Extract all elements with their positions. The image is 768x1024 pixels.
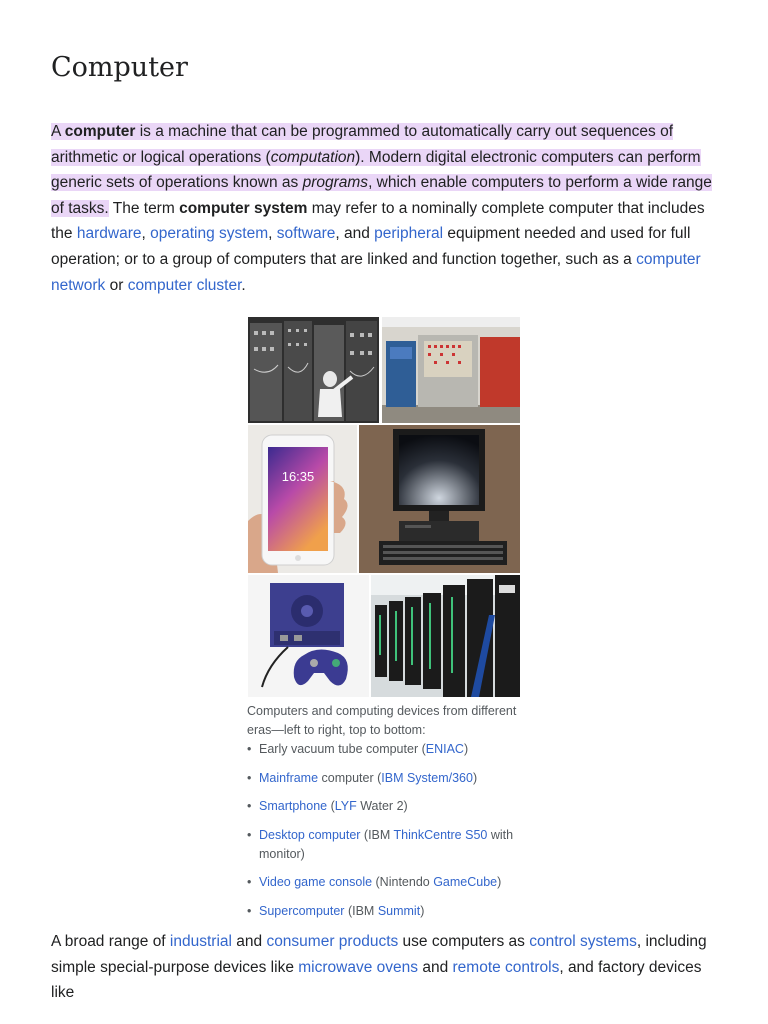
list-item	[247, 769, 522, 788]
bold-term-computer: computer	[64, 123, 136, 140]
link-control-systems[interactable]: control systems	[529, 933, 637, 950]
text-run: )	[420, 903, 425, 918]
link-operating-system[interactable]: operating system	[150, 225, 269, 243]
link-smartphone[interactable]: Smartphone	[259, 799, 328, 813]
link-supercomputer[interactable]: Supercomputer	[259, 903, 345, 918]
link-computer-network[interactable]: computer network	[51, 250, 701, 294]
text-run: ,	[268, 225, 277, 243]
list-item	[247, 740, 522, 759]
intro-paragraph	[51, 119, 723, 298]
link-summit[interactable]: Summit	[377, 903, 421, 918]
caption-list	[247, 740, 522, 921]
smartphone-photo[interactable]	[248, 425, 357, 573]
link-ibm-system-360[interactable]: IBM System/360	[381, 770, 473, 785]
text-run: The term	[108, 199, 180, 217]
link-remote-controls[interactable]: remote controls	[452, 958, 560, 976]
list-item	[247, 873, 522, 892]
text-run: may refer to a nominally complete computer that includes the	[51, 199, 705, 243]
gamecube-photo[interactable]	[248, 575, 369, 697]
link-consumer-products[interactable]: consumer products	[266, 933, 399, 950]
text-run: and	[231, 933, 267, 950]
text-run: Early vacuum tube computer (	[259, 742, 426, 756]
text-run: )	[497, 875, 502, 889]
text-run: (	[327, 799, 335, 813]
text-run: or	[105, 276, 128, 294]
link-mainframe[interactable]: Mainframe	[259, 770, 319, 785]
figure-caption	[247, 702, 522, 930]
link-industrial[interactable]: industrial	[169, 933, 232, 950]
eniac-photo[interactable]	[248, 317, 379, 423]
text-run: ,	[141, 225, 151, 243]
text-run: is a machine that can be programmed to automatically carry out sequences of arithmetic or logical operations (	[51, 123, 674, 166]
bold-term-computer-system: computer system	[179, 199, 308, 217]
text-run: )	[472, 770, 478, 785]
text-run: ). Modern digital electronic computers can perform generic sets of operations known as	[51, 148, 701, 192]
link-desktop-computer[interactable]: Desktop computer	[259, 827, 361, 842]
list-item	[247, 826, 522, 864]
text-run: , which enable computers to perform a wide range of tasks.	[51, 174, 712, 217]
text-run: A broad range of	[51, 933, 170, 950]
summit-supercomputer-photo[interactable]	[371, 575, 520, 697]
second-paragraph	[51, 929, 723, 1006]
desktop-computer-photo[interactable]	[359, 425, 520, 573]
phone-clock-text: 16:35	[281, 469, 315, 484]
text-run: computer (	[318, 770, 382, 785]
ibm-system-360-photo[interactable]	[382, 317, 520, 423]
link-microwave-ovens[interactable]: microwave ovens	[298, 958, 419, 976]
link-peripheral[interactable]: peripheral	[374, 225, 444, 243]
text-run: )	[463, 742, 469, 756]
text-run: A	[51, 123, 65, 140]
link-computer-cluster[interactable]: computer cluster	[127, 276, 242, 294]
link-eniac[interactable]: ENIAC	[425, 742, 464, 756]
text-run: with monitor)	[259, 827, 514, 861]
caption-text: Computers and computing devices from different eras—left to right, top to bottom:	[247, 704, 517, 737]
text-run: use computers as	[398, 933, 530, 950]
text-run: Water 2)	[356, 799, 408, 813]
list-item	[247, 797, 522, 816]
text-run: (IBM	[360, 827, 394, 842]
text-run: equipment needed and used for full operation; or to a group of computers that are linked and function together, such as a	[51, 225, 691, 268]
text-run: and	[418, 958, 453, 976]
link-hardware[interactable]: hardware	[76, 225, 142, 243]
list-item	[247, 902, 522, 921]
link-video-game-console[interactable]: Video game console	[259, 875, 373, 889]
text-run: , and	[335, 225, 375, 243]
text-run: (IBM	[344, 903, 378, 918]
link-gamecube[interactable]: GameCube	[433, 875, 498, 889]
link-thinkcentre-s50[interactable]: ThinkCentre S50	[393, 827, 488, 842]
computers-collage[interactable]	[248, 317, 520, 697]
link-lyf[interactable]: LYF	[334, 799, 357, 813]
italic-term-programs: programs	[302, 174, 369, 192]
italic-term-computation: computation	[270, 148, 356, 166]
text-run: (Nintendo	[372, 875, 434, 889]
text-run: , including simple special-purpose devices like	[51, 933, 707, 976]
link-software[interactable]: software	[276, 225, 336, 243]
text-run: , and factory devices like	[51, 958, 702, 1002]
page-title: Computer	[51, 52, 188, 83]
text-run: .	[241, 276, 246, 294]
